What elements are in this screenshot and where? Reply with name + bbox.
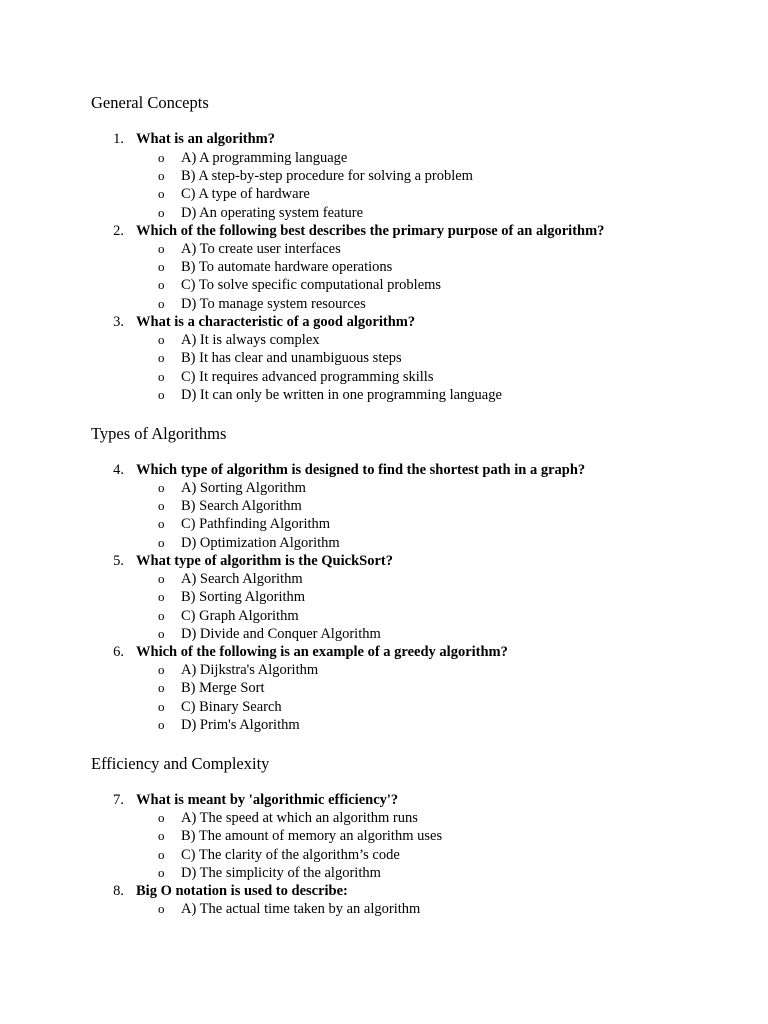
question-number: 4. [113,462,124,478]
bullet-icon: o [158,901,165,916]
question-number: 6. [113,644,124,660]
question-item [0,882,768,900]
option-text: B) Merge Sort [181,680,265,696]
option-item [0,570,768,588]
option-text: D) It can only be written in one programming language [181,387,502,403]
bullet-icon: o [158,608,165,623]
bullet-icon: o [158,571,165,586]
bullet-icon: o [158,810,165,825]
option-text: A) Dijkstra's Algorithm [181,662,319,678]
option-text: C) To solve specific computational problems [181,277,442,293]
question-number: 8. [113,883,124,899]
option-item [0,698,768,716]
bullet-icon: o [158,277,165,292]
option-item [0,497,768,515]
option-text: D) Optimization Algorithm [181,535,340,551]
option-text: C) Pathfinding Algorithm [181,516,331,532]
bullet-icon: o [158,498,165,513]
bullet-icon: o [158,662,165,677]
option-item [0,515,768,533]
option-text: A) The speed at which an algorithm runs [181,810,418,826]
option-text: A) Sorting Algorithm [181,480,306,496]
bullet-icon: o [158,699,165,714]
option-item [0,295,768,313]
question-text: Which of the following is an example of a greedy algorithm? [136,644,508,660]
option-item [0,588,768,606]
option-text: C) It requires advanced programming skills [181,369,434,385]
question-number: 2. [113,223,124,239]
bullet-icon: o [158,350,165,365]
option-item [0,276,768,294]
bullet-icon: o [158,828,165,843]
bullet-icon: o [158,535,165,550]
question-text: Which type of algorithm is designed to find the shortest path in a graph? [136,462,586,478]
option-text: B) Sorting Algorithm [181,589,306,605]
option-text: C) Binary Search [181,699,282,715]
option-item [0,625,768,643]
bullet-icon: o [158,847,165,862]
bullet-icon: o [158,259,165,274]
option-text: B) To automate hardware operations [181,259,393,275]
option-item [0,607,768,625]
option-text: A) Search Algorithm [181,571,303,587]
question-number: 7. [113,792,124,808]
option-text: B) The amount of memory an algorithm uses [181,828,443,844]
option-text: D) The simplicity of the algorithm [181,865,381,881]
bullet-icon: o [158,296,165,311]
option-text: B) A step-by-step procedure for solving a problem [181,168,473,184]
option-text: C) The clarity of the algorithm’s code [181,847,400,863]
option-text: B) Search Algorithm [181,498,302,514]
question-text: What is a characteristic of a good algorithm? [136,314,416,330]
option-item [0,900,768,918]
option-item [0,240,768,258]
option-item [0,716,768,734]
option-text: A) A programming language [181,150,348,166]
bullet-icon: o [158,369,165,384]
option-text: C) Graph Algorithm [181,608,299,624]
option-item [0,864,768,882]
option-item [0,534,768,552]
option-item [0,386,768,404]
bullet-icon: o [158,865,165,880]
option-item [0,661,768,679]
question-number: 3. [113,314,124,330]
bullet-icon: o [158,589,165,604]
question-item [0,130,768,148]
question-number: 5. [113,553,124,569]
question-text: What is an algorithm? [136,131,275,147]
option-item [0,204,768,222]
option-text: D) Divide and Conquer Algorithm [181,626,381,642]
bullet-icon: o [158,150,165,165]
bullet-icon: o [158,516,165,531]
question-number: 1. [113,131,124,147]
question-item [0,222,768,240]
question-item [0,643,768,661]
bullet-icon: o [158,717,165,732]
option-item [0,479,768,497]
bullet-icon: o [158,205,165,220]
option-item [0,167,768,185]
bullet-icon: o [158,241,165,256]
section-heading: General Concepts [91,93,209,112]
question-text: Big O notation is used to describe: [136,883,348,899]
question-item [0,791,768,809]
option-text: D) Prim's Algorithm [181,717,300,733]
option-item [0,331,768,349]
option-text: A) It is always complex [181,332,320,348]
option-item [0,827,768,845]
question-item [0,461,768,479]
question-text: What is meant by 'algorithmic efficiency'? [136,792,399,808]
option-text: D) To manage system resources [181,296,366,312]
option-item [0,349,768,367]
question-text: What type of algorithm is the QuickSort? [136,553,393,569]
option-item [0,809,768,827]
option-item [0,679,768,697]
bullet-icon: o [158,626,165,641]
bullet-icon: o [158,680,165,695]
option-text: C) A type of hardware [181,186,310,202]
question-item [0,552,768,570]
option-item [0,258,768,276]
option-text: D) An operating system feature [181,205,364,221]
question-text: Which of the following best describes the primary purpose of an algorithm? [136,223,605,239]
option-text: A) The actual time taken by an algorithm [181,901,421,917]
bullet-icon: o [158,387,165,402]
section-heading: Types of Algorithms [91,424,227,443]
option-item [0,368,768,386]
option-text: B) It has clear and unambiguous steps [181,350,402,366]
option-item [0,149,768,167]
question-item [0,313,768,331]
bullet-icon: o [158,186,165,201]
option-text: A) To create user interfaces [181,241,341,257]
section-heading: Efficiency and Complexity [91,754,270,773]
bullet-icon: o [158,480,165,495]
bullet-icon: o [158,332,165,347]
option-item [0,846,768,864]
option-item [0,185,768,203]
bullet-icon: o [158,168,165,183]
